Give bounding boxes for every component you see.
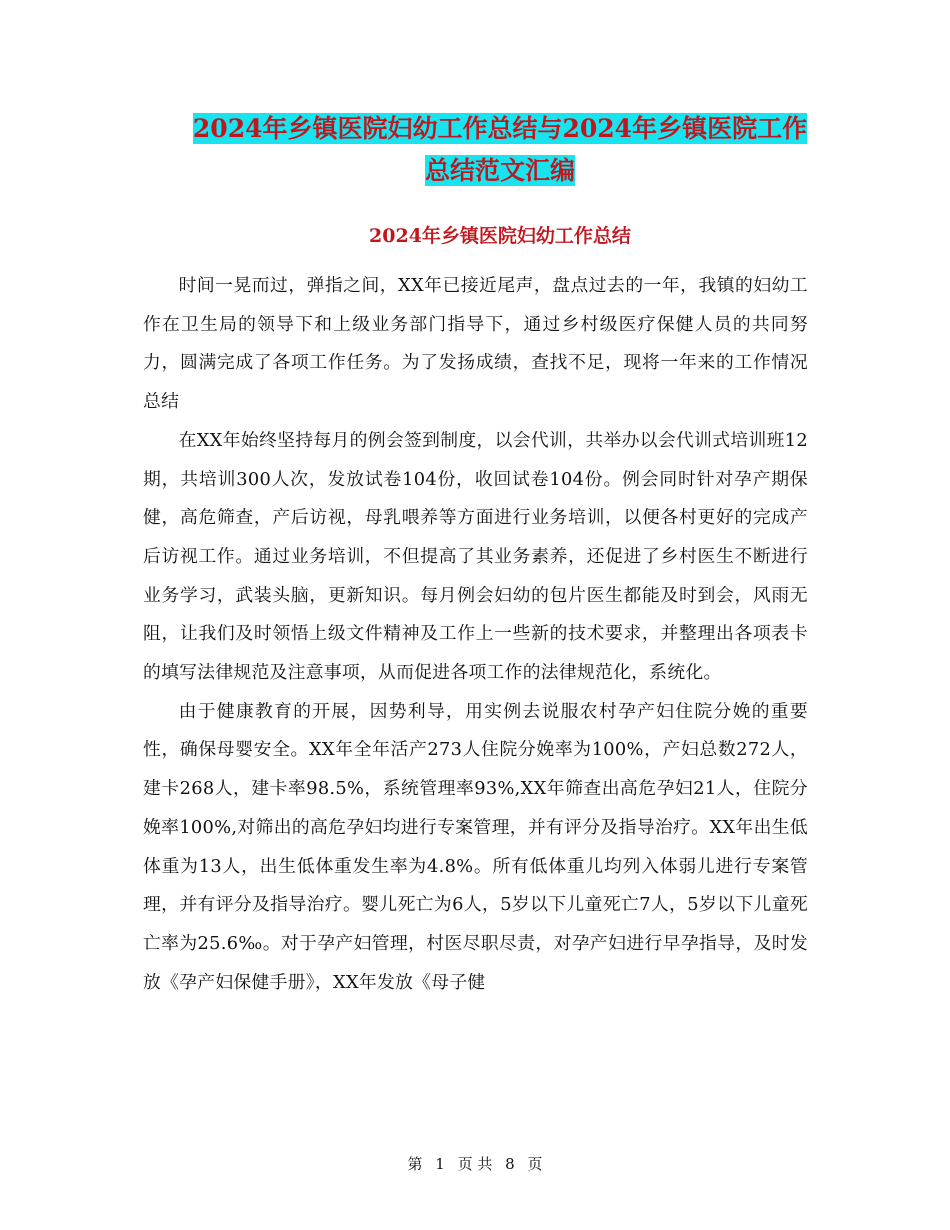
document-title-line-1: 2024年乡镇医院妇幼工作总结与2024年乡镇医院工作 xyxy=(192,114,808,143)
page-footer xyxy=(0,1152,950,1176)
footer-page-number: 1 xyxy=(435,1155,445,1173)
footer-prefix: 第 xyxy=(407,1155,423,1173)
paragraph-3: 由于健康教育的开展，因势利导，用实例去说服农村孕产妇住院分娩的重要性，确保母婴安全。XX年全年活产273人住院分娩率为100%，产妇总数272人，建卡268人，建卡率98.5%，系统管理率93%,XX年筛查出高危孕妇21人，住院分娩率100%,对筛出的高危孕妇均进行专案管理，并有评分及指导治疗。XX年出生低体重为13人，出生低体重发生率为4.8%。所有低体重儿均列入体弱儿进行专案管理，并有评分及指导治疗。婴儿死亡为6人，5岁以下儿童死亡7人，5岁以下儿童死亡率为25.6‰。对于孕产妇管理，村医尽职尽责，对孕产妇进行早孕指导，及时发放《孕产妇保健手册》，XX年发放《母子健 xyxy=(143,700,808,993)
document-body xyxy=(143,267,808,1002)
footer-middle: 页 共 xyxy=(457,1155,493,1173)
paragraph-2: 在XX年始终坚持每月的例会签到制度，以会代训，共举办以会代训式培训班12期，共培训300人次，发放试卷104份，收回试卷104份。例会同时针对孕产期保健，高危筛查，产后访视，母乳喂养等方面进行业务培训，以便各村更好的完成产后访视工作。通过业务培训，不但提高了其业务素养，还促进了乡村医生不断进行业务学习，武装头脑，更新知识。每月例会妇幼的包片医生都能及时到会，风雨无阻，让我们及时领悟上级文件精神及工作上一些新的技术要求，并整理出各项表卡的填写法律规范及注意事项，从而促进各项工作的法律规范化，系统化。 xyxy=(143,429,808,684)
section-heading: 2024年乡镇医院妇幼工作总结 xyxy=(369,225,631,247)
document-title-line-2: 总结范文汇编 xyxy=(424,156,575,185)
footer-suffix: 页 xyxy=(527,1155,543,1173)
document-title xyxy=(120,108,880,192)
paragraph-1: 时间一晃而过，弹指之间，XX年已接近尾声，盘点过去的一年，我镇的妇幼工作在卫生局的领导下和上级业务部门指导下，通过乡村级医疗保健人员的共同努力，圆满完成了各项工作任务。为了发扬成绩，查找不足，现将一年来的工作情况总结 xyxy=(143,275,808,413)
footer-total-pages: 8 xyxy=(505,1155,515,1173)
